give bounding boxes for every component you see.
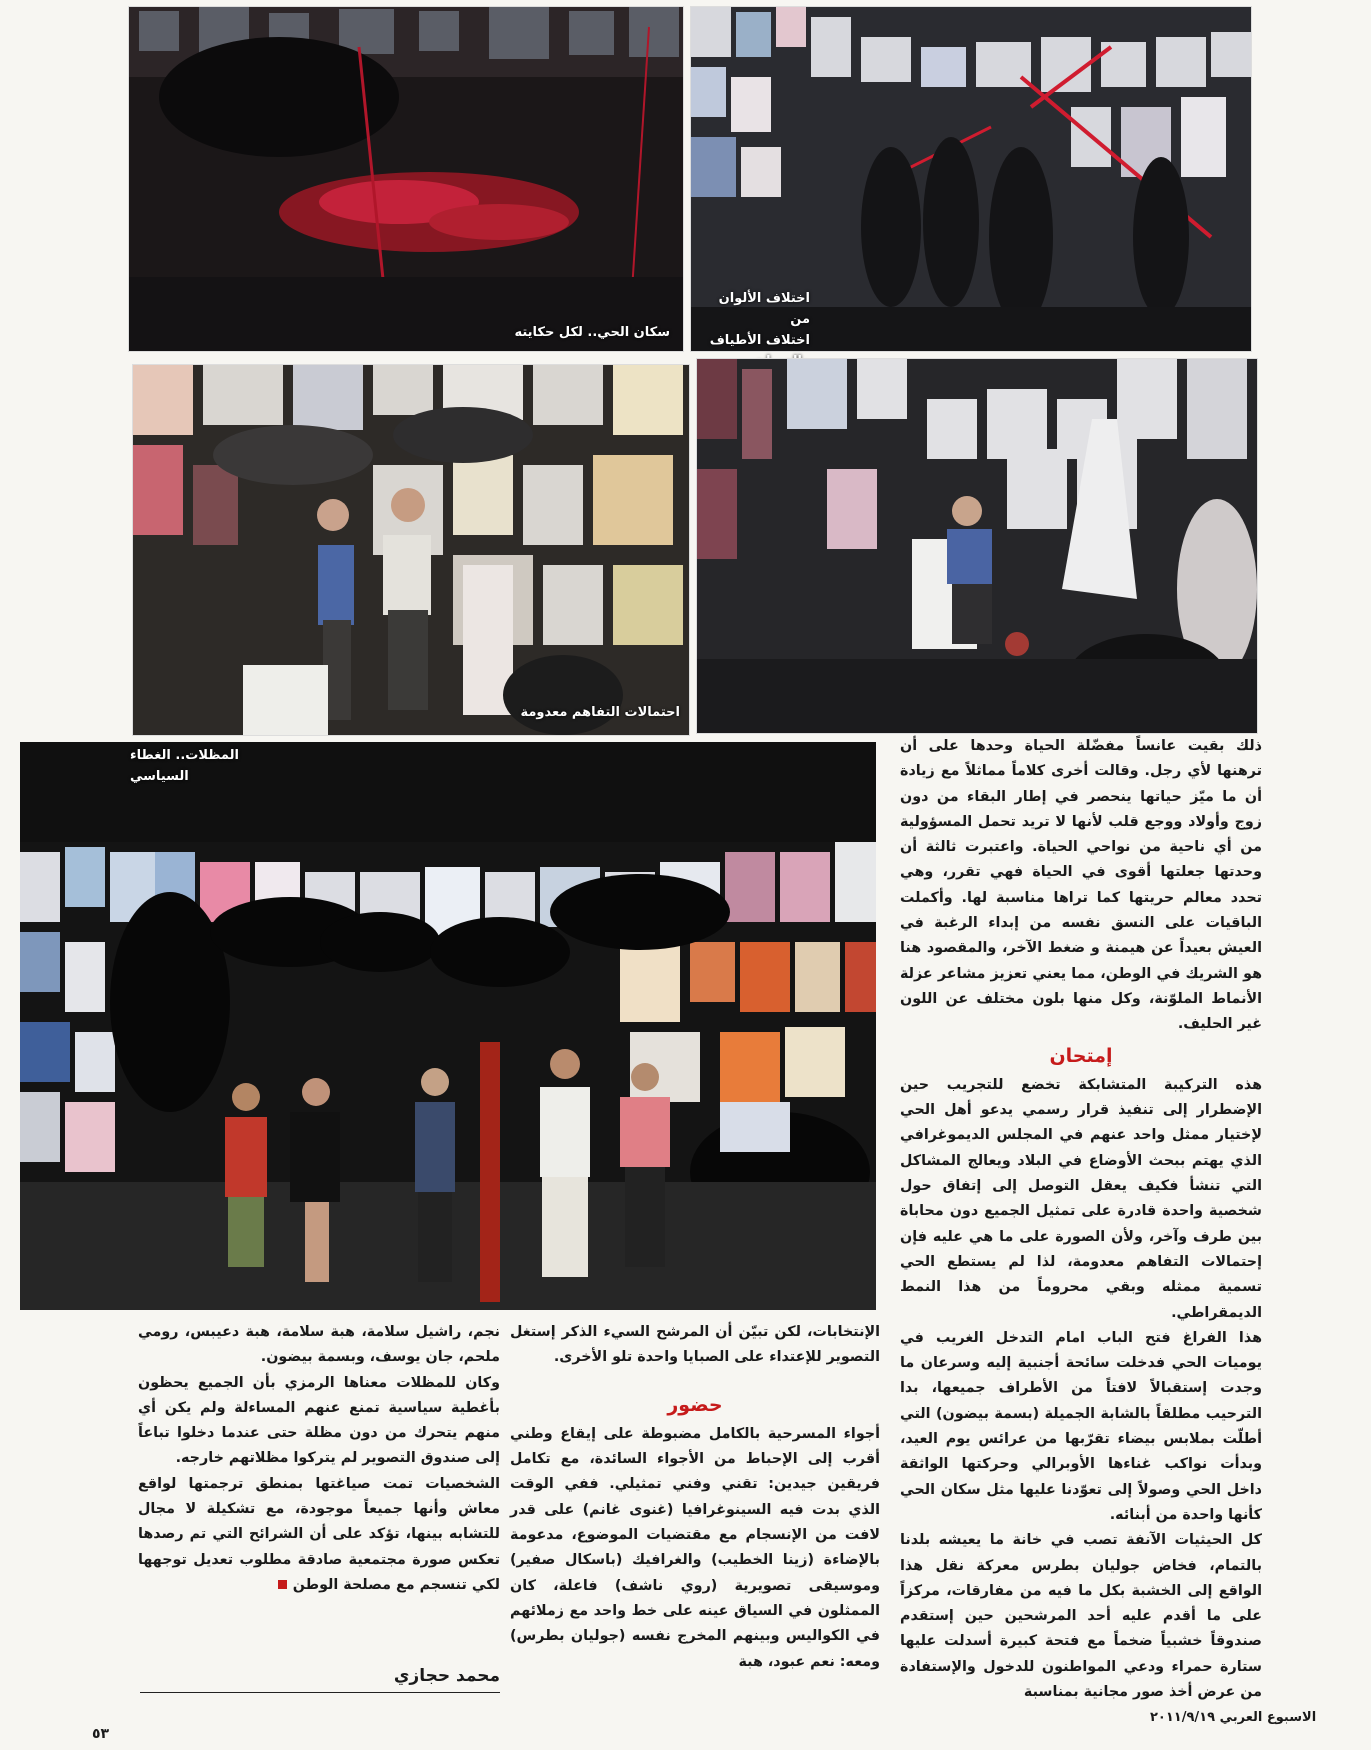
heading-presence: حضور: [667, 1393, 723, 1416]
paragraph-umbrellas: وكان للمظلات معناها الرمزي بأن الجميع يحظون بأغطية سياسية تمنع عنهم المساءلة ولم يكن أي منهم يتحرك من دون مظلة حتى عندما دخلوا تباعاً إلى صندوق التصوير لم يتركوا مظلاتهم خارجه.: [138, 1374, 500, 1467]
paragraph-exam-3: كل الحيثيات الآنفة تصب في خانة ما يعيشه بلدنا بالتمام، فخاض جوليان بطرس معركة نقل هذا الواقع إلى الخشبة بكل ما فيه من مفارقات، مركزاً على ما أقدم عليه أحد المرشحين حين إستقدم صندوقاً خشبياً ضخماً مع فتحة كبيرة أسدلت عليها ستارة حمراء ودعي المواطنون للدخول والإستفادة من عرض أخذ صور مجانية بمناسبة: [900, 1532, 1262, 1700]
paragraph-exam-2: هذا الفراغ فتح الباب امام التدخل الغريب في يوميات الحي فدخلت سائحة أجنبية إليه وسرعان ما وجدت إستقبالاً لافتاً من الأطراف جميعها، بدا الترحيب مطلقاً بالشابة الجميلة (بسمة بيضون) التي أطلّت بملابس بيضاء تقرّبها من عرائس يوم العيد، وبدأت نواكب غناءها الأوبرالي وحركتها الواثقة داخل الحي وصولاً إلى تعوّدنا عليها مثل سكان الحي كأنها واحدة من أبنائه.: [900, 1329, 1262, 1523]
paragraph-characters: [138, 1472, 500, 1598]
photo-crouching-actor: [696, 358, 1258, 734]
caption-umbrellas: المظلات.. الغطاء السياسي: [130, 748, 239, 784]
photo-residents: [128, 6, 684, 352]
paragraph-exam-1: هذه التركيبة المتشابكة تخضع للتجريب حين الإضطرار إلى تنفيذ قرار رسمي يدعو أهل الحي لإختيار ممثل واحد عنهم في المجلس الديموغرافي الذي يهتم ببحث الأوضاع في البلاد ويعالج المشاكل التي تنشأ فكيف يعقل التوصل إلى إتفاق حول شخصية واحدة قادرة على تمثيل الجميع دون محاباة بين طرف وآخر، ولأن الصورة على ما هي عليه فإن إحتمالات التفاهم معدومة، لذا لم يستطع الحي تسمية ممثله وبقي محروماً من هذا النمط الديمقراطي.: [900, 1076, 1262, 1321]
caption-understanding: احتمالات التفاهم معدومة: [520, 705, 680, 720]
publication-footer: الاسبوع العربي ٢٠١١/٩/١٩: [1150, 1710, 1317, 1725]
paragraph-intro: ذلك بقيت عانساً مفضّلة الحياة وحدها على أن ترهنها لأي رجل. وقالت أخرى كلاماً مماثلاً مع زيادة أن ما ميّز حياتها ينحصر في إطار البقاء من دون زوج وأولاد ووجع قلب لأنها لا تريد تحمل المسؤولية من أي ناحية من نواحي الحياة. واعتبرت ثالثة أن وحدتها جعلتها أقوى في الحياة فهي تقرر، وهي تحدد معالم حريتها كما تراها مناسبة لها. وأكملت الباقيات على النسق نفسه من إبداء الرغبة في العيش بعيداً عن هيمنة و ضغط الآخر، والمقصود هنا هو الشريك في الوطن، مما يعني تعزيز مشاعر عزلة الأنماط الملوّنة، وكل منها بلون مختلف عن اللون غير الحليف.: [900, 738, 1262, 1033]
end-mark-icon: [278, 1580, 287, 1589]
heading-exam: إمتحان: [1049, 1044, 1113, 1067]
photo-umbrellas: [20, 742, 876, 1310]
article-column-right: [900, 734, 1262, 1705]
article-column-middle: [510, 1320, 880, 1675]
photo-two-actors: [132, 364, 690, 736]
paragraph-cast: نجم، راشيل سلامة، هبة سلامة، هبة دعيبس، رومي ملحم، جان يوسف، وبسمة بيضون.: [138, 1324, 500, 1366]
caption-residents: سكان الحي.. لكل حكايته: [514, 325, 670, 340]
article-column-left: [138, 1320, 500, 1598]
caption-line-1: اختلاف الألوان من: [718, 291, 810, 327]
paragraph-characters-text: الشخصيات تمت صياغتها بمنطق ترجمتها لواقع معاش وأنها جميعاً موجودة، مع تشكيلة لا مجال للتشابه بينها، تؤكد على أن الشرائح التي تم رصدها تعكس صورة مجتمعية صادقة مطلوب تعديل توجهها لكي تنسجم مع مصلحة الوطن: [138, 1475, 500, 1593]
paragraph-elections: الإنتخابات، لكن تبيّن أن المرشح السيء الذكر إستغل التصوير للإعتداء على الصبايا واحدة تلو الأخرى.: [510, 1324, 880, 1366]
author-name: محمد حجازي: [140, 1666, 500, 1693]
page-number: ٥٣: [92, 1726, 110, 1742]
caption-line-2: اختلاف الأطياف: [709, 333, 810, 348]
paragraph-presence: أجواء المسرحية بالكامل مضبوطة على إيقاع وطني أقرب إلى الإحباط من الأجواء السائدة، مع تكامل فريقين جيدين: تقني وفني تمثيلي. ففي الوقت الذي بدت فيه السينوغرافيا (غنوى غانم) على قدر لافت من الإنسجام مع مقتضيات الموضوع، مدعومة بالإضاءة (زينا الخطيب) والغرافيك (باسكال صفير) وموسيقى تصويرية (روي ناشف) فاعلة، كان الممثلون في السياق عينه على خط واحد مع زملائهم في الكواليس وبينهم المخرج نفسه (جوليان بطرس) ومعه: نعم عبود، هبة: [510, 1425, 880, 1670]
